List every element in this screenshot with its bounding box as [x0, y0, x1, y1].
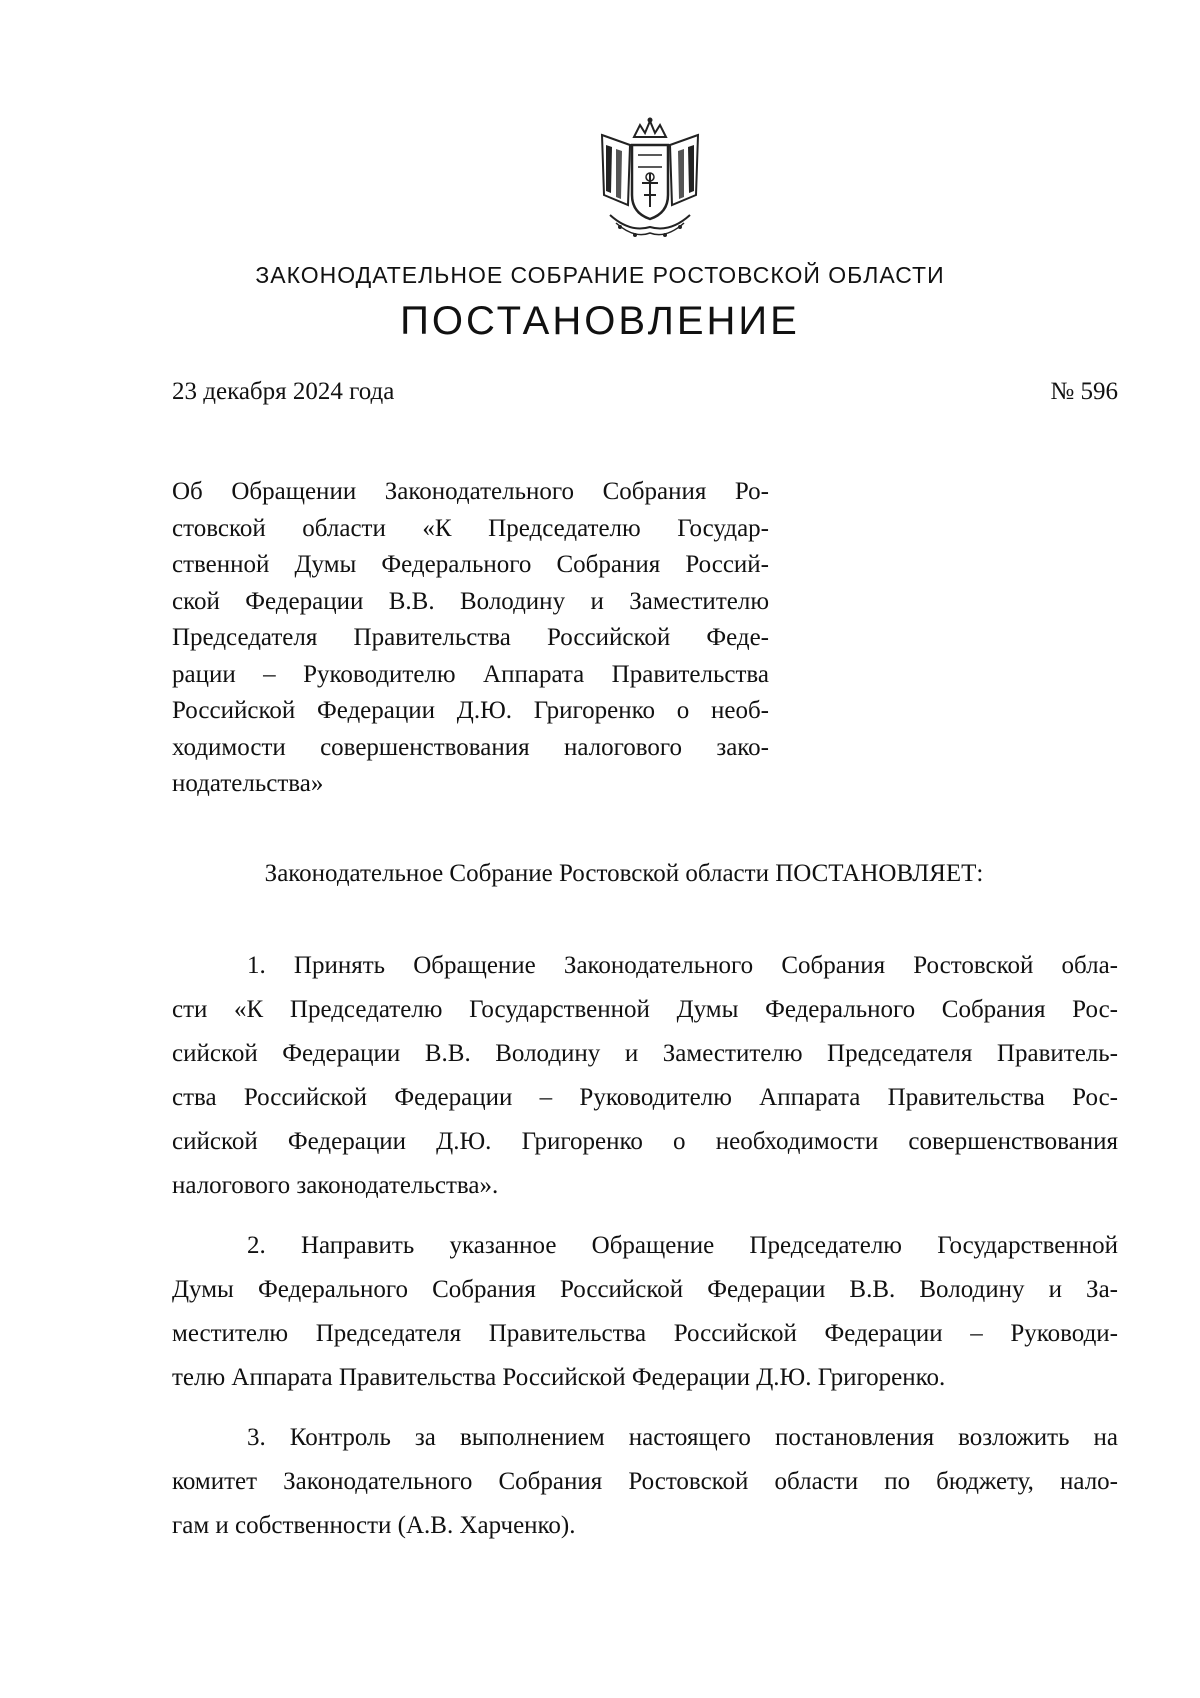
subject-line: рации – Руководителю Аппарата Правительства	[172, 660, 769, 688]
paragraph-line: телю Аппарата Правительства Российской Федерации Д.Ю. Григоренко.	[172, 1364, 946, 1391]
document-number: № 596	[1050, 378, 1118, 405]
paragraph-line: местителю Председателя Правительства Российской Федерации – Руководи-	[172, 1320, 1118, 1347]
paragraph-1	[172, 944, 1118, 1208]
document-subject	[172, 474, 769, 803]
subject-line: нодательства»	[172, 770, 324, 797]
paragraph-line: сийской Федерации Д.Ю. Григоренко о необходимости совершенствования	[172, 1128, 1118, 1155]
coat-of-arms-icon	[590, 115, 710, 245]
subject-line: ходимости совершенствования налогового зако-	[172, 733, 769, 761]
paragraph-3	[172, 1416, 1118, 1548]
document-body	[172, 944, 1118, 1564]
preamble: Законодательное Собрание Ростовской области ПОСТАНОВЛЯЕТ:	[264, 860, 984, 887]
paragraph-line: комитет Законодательного Собрания Ростовской области по бюджету, нало-	[172, 1468, 1118, 1495]
subject-line: Председателя Правительства Российской Феде-	[172, 624, 769, 651]
subject-line: ственной Думы Федерального Собрания Россий-	[172, 551, 769, 578]
paragraph-line: 2. Направить указанное Обращение Председателю Государственной	[247, 1232, 1118, 1259]
paragraph-line: сти «К Председателю Государственной Думы Федерального Собрания Рос-	[172, 996, 1118, 1023]
paragraph-2	[172, 1224, 1118, 1400]
paragraph-line: Думы Федерального Собрания Российской Федерации В.В. Володину и За-	[172, 1276, 1118, 1303]
document-date: 23 декабря 2024 года	[172, 378, 395, 405]
subject-line: стовской области «К Председателю Государ-	[172, 514, 769, 542]
document-type: ПОСТАНОВЛЕНИЕ	[400, 299, 800, 343]
paragraph-line: налогового законодательства».	[172, 1172, 499, 1199]
paragraph-line: 3. Контроль за выполнением настоящего постановления возложить на	[247, 1424, 1118, 1451]
paragraph-line: ства Российской Федерации – Руководителю Аппарата Правительства Рос-	[172, 1084, 1118, 1111]
subject-line: ской Федерации В.В. Володину и Заместителю	[172, 587, 769, 615]
paragraph-line: 1. Принять Обращение Законодательного Собрания Ростовской обла-	[247, 952, 1118, 979]
paragraph-line: сийской Федерации В.В. Володину и Заместителю Председателя Правитель-	[172, 1040, 1118, 1067]
subject-line: Об Обращении Законодательного Собрания Ро-	[172, 478, 769, 505]
organization-name: ЗАКОНОДАТЕЛЬНОЕ СОБРАНИЕ РОСТОВСКОЙ ОБЛАСТИ	[255, 262, 945, 288]
paragraph-line: гам и собственности (А.В. Харченко).	[172, 1512, 576, 1539]
subject-line: Российской Федерации Д.Ю. Григоренко о необ-	[172, 697, 769, 724]
